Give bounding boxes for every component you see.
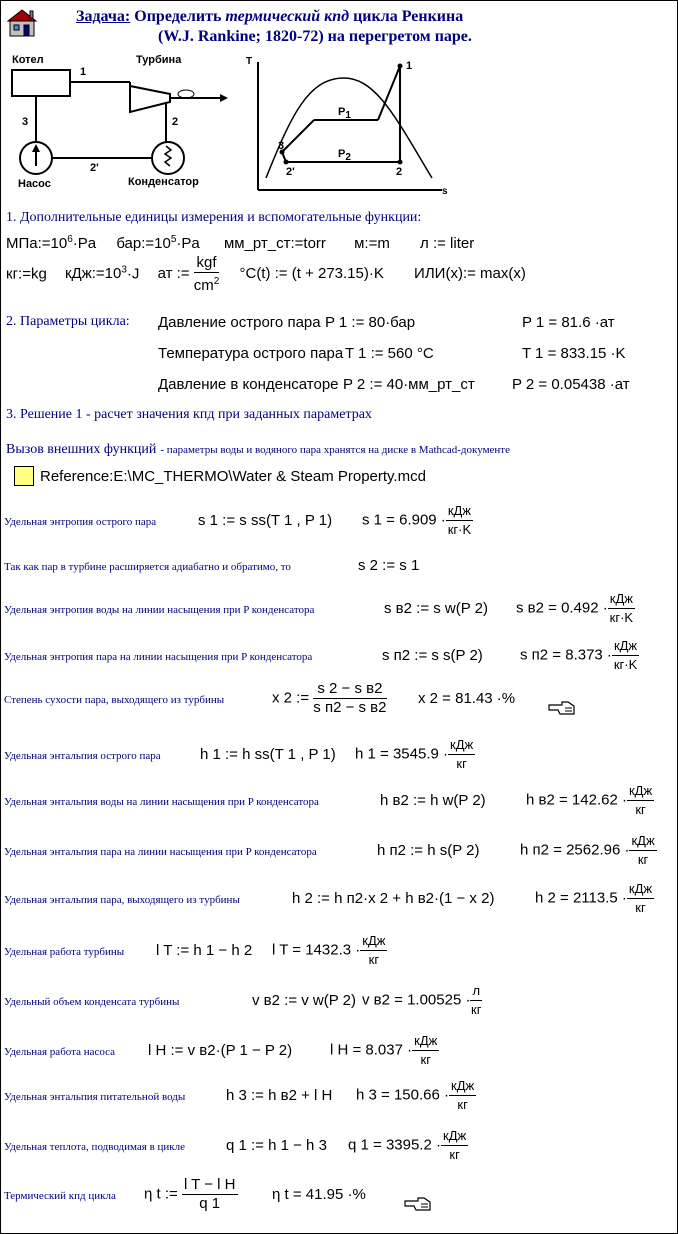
calc-row-definition[interactable]: η t := $\frac{\text{l T − l H}}{q 1}$ xyxy=(144,1176,236,1212)
ts-isobar-p1: $P_1$ xyxy=(338,106,351,122)
calc-row-label: Удельный объем конденсата турбины xyxy=(4,996,180,1008)
ts-point-1: 1 xyxy=(406,60,413,72)
calc-row-definition[interactable]: l H := v в2·(P 1 − P 2) xyxy=(148,1042,293,1059)
calc-row-result[interactable]: h 2 = 2113.5 · $\frac{\text{кДж}}{кг}$ xyxy=(535,881,653,915)
ts-isobar-p2: $P_2$ xyxy=(338,148,351,164)
section-3-heading: 3. Решение 1 - расчет значения кпд при заданных параметрах xyxy=(6,407,372,422)
section-2-heading: 2. Параметры цикла: xyxy=(6,314,130,329)
calc-row-definition[interactable]: l T := h 1 − h 2 xyxy=(156,942,253,959)
scheme-point-2prime: 2' xyxy=(90,162,99,174)
calc-row-definition[interactable]: x 2 := $\frac{\text{s 2 − s в2}}{\text{s п2 − s в2}}$ xyxy=(272,680,387,716)
calc-row-result[interactable]: h в2 = 142.62 · $\frac{\text{кДж}}{кг}$ xyxy=(526,783,653,817)
calc-row-result[interactable]: s в2 = 0.492 · $\frac{\text{кДж}}{кг\cdot K}$ xyxy=(516,591,634,625)
units-row-2: кг:=kg $кДж:=10^3\cdot J$ ат := $\frac{\text{kgf}}{cm^2}$ °C(t) := (t + 273.15)·K ИЛИ(x):= max(x) xyxy=(6,254,526,294)
ts-point-2prime: 2' xyxy=(286,166,295,178)
calc-row-definition[interactable]: s п2 := s s(P 2) xyxy=(382,647,483,664)
calc-row-definition[interactable]: h 3 := h в2 + l H xyxy=(226,1087,333,1104)
calc-row-label: Удельная теплота, подводимая в цикле xyxy=(4,1141,186,1153)
scheme-boiler-label: Котел xyxy=(12,54,44,66)
calc-row-label: Удельная энтропия острого пара xyxy=(4,516,157,528)
param-definition[interactable]: P 1 := 80·бар xyxy=(325,314,416,331)
calc-row-label: Удельная энтропия пара на линии насыщения при P конденсатора xyxy=(4,651,313,663)
calc-row-label: Удельная энтальпия острого пара xyxy=(4,750,161,762)
calc-row-definition[interactable]: h п2 := h s(P 2) xyxy=(377,842,480,859)
calc-row-label: Удельная энтропия воды на линии насыщения при P конденсатора xyxy=(4,604,315,616)
units-row-1: $МПа:=10^6\cdot Pa$ $бар:=10^5\cdot Pa$ мм_рт_ст:=torr м:=m л := liter xyxy=(6,234,475,252)
title-label: Задача: xyxy=(76,8,131,25)
calc-row-label: Удельная энтальпия воды на линии насыщения при P конденсатора xyxy=(4,796,319,808)
scheme-point-1: 1 xyxy=(80,66,87,78)
calc-row-label: Так как пар в турбине расширяется адиабатно и обратимо, то xyxy=(4,561,291,573)
calc-row-label: Удельная работа насоса xyxy=(4,1046,116,1058)
param-definition[interactable]: T 1 := 560 °C xyxy=(345,345,434,362)
scheme-point-2: 2 xyxy=(172,116,179,128)
reference-path[interactable]: Reference:E:\MC_THERMO\Water & Steam Property.mcd xyxy=(40,468,426,485)
section-1-heading: 1. Дополнительные единицы измерения и вспомогательные функции: xyxy=(6,210,422,225)
calc-row-label: Удельная работа турбины xyxy=(4,946,125,958)
page-subtitle: (W.J. Rankine; 1820-72) на перегретом паре. xyxy=(158,28,472,45)
ts-diagram xyxy=(246,56,452,198)
calc-row-result[interactable]: h 1 = 3545.9 · $\frac{\text{кДж}}{кг}$ xyxy=(355,737,474,771)
calc-row-label: Степень сухости пара, выходящего из турбины xyxy=(4,694,225,706)
calc-row-result[interactable]: l H = 8.037 · $\frac{\text{кДж}}{кг}$ xyxy=(330,1033,438,1067)
scheme-pump-label: Насос xyxy=(18,178,51,190)
page-title xyxy=(76,8,463,26)
calc-row-result[interactable]: x 2 = 81.43 ·% xyxy=(418,690,516,707)
calc-row-result[interactable]: η t = 41.95 ·% xyxy=(272,1186,366,1203)
calc-row-definition[interactable]: s в2 := s w(P 2) xyxy=(384,600,488,617)
ts-axis-t: T xyxy=(246,56,253,67)
calc-row-label: Удельная энтальпия пара, выходящего из турбины xyxy=(4,894,240,906)
rankine-scheme xyxy=(6,52,238,194)
title-rest: цикла Ренкина xyxy=(353,8,464,25)
param-result[interactable]: P 2 = 0.05438 ·ат xyxy=(512,376,630,393)
calc-row-result[interactable]: s 1 = 6.909 · $\frac{\text{кДж}}{кг\cdot K}$ xyxy=(362,503,472,537)
calc-row-result[interactable]: l T = 1432.3 · $\frac{\text{кДж}}{кг}$ xyxy=(272,933,386,967)
calc-row-result[interactable]: q 1 = 3395.2 · $\frac{\text{кДж}}{кг}$ xyxy=(348,1128,467,1162)
param-result[interactable]: T 1 = 833.15 ·K xyxy=(522,345,626,362)
calc-row-label: Удельная энтальпия питательной воды xyxy=(4,1091,186,1103)
scheme-point-3: 3 xyxy=(22,116,29,128)
calc-row-result[interactable]: h п2 = 2562.96 · $\frac{\text{кДж}}{кг}$ xyxy=(520,833,655,867)
calc-row-result[interactable]: v в2 = 1.00525 · $\frac{л}{кг}$ xyxy=(362,983,482,1017)
param-label: Давление в конденсаторе xyxy=(158,376,339,393)
title-icon xyxy=(6,8,40,38)
param-label: Температура острого пара xyxy=(158,345,344,362)
scheme-turbine-label: Турбина xyxy=(136,54,182,66)
calc-row-definition[interactable]: v в2 := v w(P 2) xyxy=(252,992,356,1009)
calc-row-definition[interactable]: q 1 := h 1 − h 3 xyxy=(226,1137,327,1154)
scheme-condenser-label: Конденсатор xyxy=(128,176,199,188)
pointing-hand-icon[interactable] xyxy=(548,700,576,721)
calc-row-result[interactable]: s п2 = 8.373 · $\frac{\text{кДж}}{кг\cdot K}$ xyxy=(520,638,638,672)
calc-row-definition[interactable]: s 1 := s ss(T 1 , P 1) xyxy=(198,512,333,529)
ts-point-2: 2 xyxy=(396,166,403,178)
pointing-hand-icon[interactable] xyxy=(404,1196,432,1217)
title-italic: термический кпд xyxy=(225,8,350,25)
calc-row-label: Удельная энтальпия пара на линии насыщения при P конденсатора xyxy=(4,846,317,858)
calc-row-result[interactable]: h 3 = 150.66 · $\frac{\text{кДж}}{кг}$ xyxy=(356,1078,475,1112)
external-call-note: Вызов внешних функций - параметры воды и водяного пара хранятся на диске в Mathcad-документе xyxy=(6,442,510,457)
calc-row-label: Термический кпд цикла xyxy=(4,1190,116,1202)
reference-icon[interactable] xyxy=(14,466,34,486)
calc-row-definition[interactable]: h 2 := h п2·x 2 + h в2·(1 − x 2) xyxy=(292,890,495,907)
ts-point-3: 3 xyxy=(278,140,285,152)
param-label: Давление острого пара xyxy=(158,314,321,331)
calc-row-definition[interactable]: h 1 := h ss(T 1 , P 1) xyxy=(200,746,336,763)
title-text: Определить xyxy=(134,8,222,25)
calc-row-definition[interactable]: h в2 := h w(P 2) xyxy=(380,792,486,809)
param-definition[interactable]: P 2 := 40·мм_рт_ст xyxy=(343,376,475,393)
ts-axis-s: s xyxy=(442,186,448,197)
param-result[interactable]: P 1 = 81.6 ·ат xyxy=(522,314,615,331)
calc-row-definition[interactable]: s 2 := s 1 xyxy=(358,557,420,574)
